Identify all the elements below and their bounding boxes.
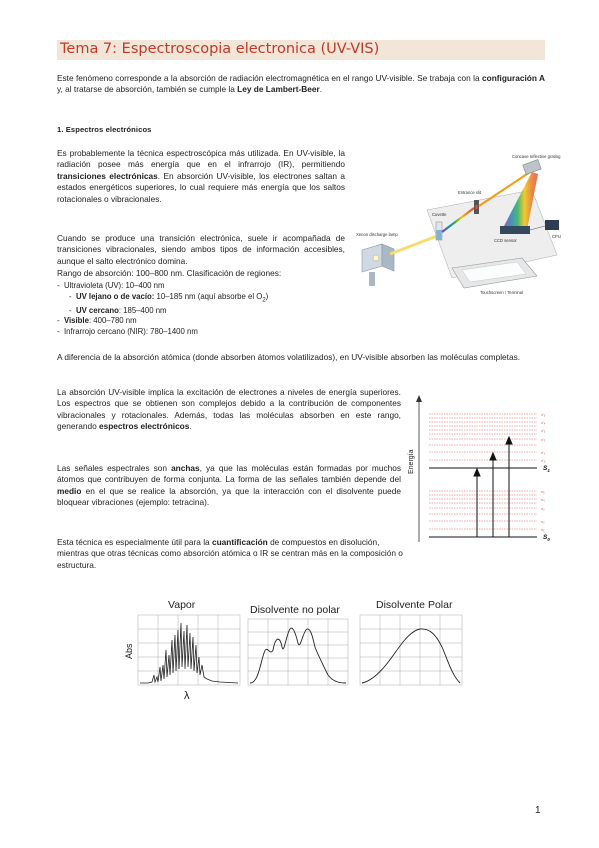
p5-bold-1: anchas	[171, 463, 200, 473]
subscript: 2	[262, 297, 266, 304]
p4-text-2: .	[189, 421, 192, 432]
list-item: - UV cercano: 185–400 nm	[69, 305, 167, 315]
label-terminal: Touchscreen / Terminal	[480, 290, 523, 295]
list-item-bold: UV lejano o de vacío:	[75, 291, 155, 301]
s0-levels	[429, 491, 537, 537]
p5-text-2: , ya que las moléculas están formadas por muchos átomos que contribuyen de forma conjunta. La forma de las señales también depende del	[57, 463, 401, 485]
list-item-bold: Visible	[63, 316, 89, 326]
spectrum-nonpolar	[250, 628, 346, 683]
label-lamp: Xenon discharge lamp	[356, 232, 398, 237]
list-item-text: Infrarrojo cercano (NIR): 780–1400 nm	[63, 326, 198, 336]
panel-frame-polar	[360, 615, 462, 685]
p6-bold: cuantificación	[211, 537, 268, 547]
label-cpu: CPU	[552, 234, 561, 239]
list-item: - UV lejano o de vacío: 10–185 nm (aquí absorbe el $O_2$)	[69, 291, 269, 304]
list-item-text: Ultravioleta (UV): 10–400 nm	[63, 281, 165, 290]
p6-text-1: Esta técnica es especialmente útil para la	[57, 537, 212, 547]
p2-text: Cuando se produce una transición electrónica, suele ir acompañada de transiciones vibracionales, siendo ambos tipos de información accesibles, aunque el salto electrónico domina.	[57, 233, 345, 266]
s1-label: $S_1$	[543, 465, 550, 473]
energy-axis-label: Energía	[408, 449, 415, 474]
label-ccd: CCD sensor	[494, 238, 517, 243]
x-axis-label: λ	[184, 690, 190, 702]
panel-title-polar: Disolvente Polar	[376, 599, 453, 611]
list-item: - Infrarrojo cercano (NIR): 780–1400 nm	[57, 326, 198, 336]
list-item-text: )	[265, 291, 269, 301]
v-label-lower: v₁	[541, 527, 545, 532]
list-item-bold: UV cercano	[75, 305, 119, 315]
paragraph-2	[57, 233, 345, 267]
page-title: Tema 7: Espectroscopia electronica (UV-VIS)	[60, 41, 380, 57]
label-mirror: Concave reflective grating	[512, 154, 561, 159]
list-item-text: : 400–780 nm	[88, 316, 137, 326]
spectrum-polar	[362, 629, 460, 683]
spectrometer-figure	[352, 150, 567, 298]
v-label-lower: v₂	[541, 519, 545, 524]
energy-axis-arrow	[416, 395, 422, 402]
p3-text: A diferencia de la absorción atómica (donde absorben átomos volatilizados), en UV-visible absorben las moléculas completas.	[57, 352, 521, 362]
list-item-text: : 185–400 nm	[118, 305, 167, 315]
panel-title-vapor: Vapor	[168, 599, 196, 611]
v-label-upper: v'₀	[541, 458, 546, 463]
spectrum-vapor	[140, 623, 238, 683]
s0-label: $S_0$	[543, 534, 550, 542]
p4-text-1: La absorción UV-visible implica la excitación de electrones a niveles de energía superiores. Los espectros que se obtienen son complejos debido a la contribución de componentes vibracionales y rotacionales. Además, todas las moléculas absorben en este rango, generando	[57, 387, 401, 432]
p1-bold: transiciones electrónicas	[57, 170, 158, 181]
label-slit: Entrance slit	[458, 190, 482, 195]
list-item: - Ultravioleta (UV): 10–400 nm	[57, 281, 165, 290]
v-label-upper: v'₅	[541, 412, 546, 417]
p6-text-2: de compuestos en disolución, mientras que otras técnicas como absorción atómica o IR se centran más en la composición o estructura.	[57, 537, 403, 570]
spectra-figure	[110, 595, 500, 707]
paragraph-6	[57, 537, 407, 571]
v-label-upper: v'₂	[541, 437, 546, 442]
v-label-upper: v'₃	[541, 428, 546, 433]
paragraph-3	[57, 352, 545, 363]
p1-text-2: . En absorción UV-visible, los electrones saltan a estados energéticos superiores, lo cual requiere más energía que los saltos rotacionales o vibracionales.	[57, 170, 345, 204]
v-label-upper: v'₁	[541, 450, 546, 455]
light-beam	[390, 236, 437, 254]
paragraph-1	[57, 148, 345, 205]
list-item-text: 10–185 nm (aquí absorbe el O	[154, 291, 263, 301]
intro-paragraph	[57, 73, 545, 96]
page-number: 1	[535, 805, 541, 816]
p1-text-1: Es probablemente la técnica espectroscópica más utilizada. En UV-visible, la radiación posee más energía que en el infrarrojo (IR), permitiendo	[57, 148, 345, 170]
s1-levels	[429, 414, 537, 468]
slit-icon	[474, 200, 479, 214]
intro-bold-1: configuración A	[482, 73, 545, 83]
v-label-upper: v'₄	[541, 420, 546, 425]
panel-frame-nonpolar	[248, 619, 348, 685]
range-text: Rango de absorción: 100–800 nm. Clasificación de regiones:	[57, 268, 282, 278]
ccd-sensor-icon	[500, 226, 530, 234]
panel-title-nonpolar: Disolvente no polar	[250, 604, 340, 616]
intro-text-3: .	[319, 84, 323, 95]
paragraph-5	[57, 463, 401, 509]
p5-bold-2: medio	[57, 485, 82, 496]
energy-level-diagram	[405, 392, 555, 552]
v-label-lower: v₄	[541, 497, 545, 502]
v-label-lower: v₅	[541, 489, 545, 494]
paragraph-4	[57, 387, 401, 433]
intro-bold-2: Ley de Lambert-Beer	[237, 84, 320, 95]
lamp-icon	[362, 244, 394, 286]
cuvette-icon	[436, 222, 442, 240]
intro-text-1: Este fenómeno corresponde a la absorción de radiación electromagnética en el rango UV-visible. Se trabaja con la	[57, 73, 483, 83]
intro-text-2: y, al tratarse de absorción, también se cumple la	[57, 84, 238, 95]
p5-text-1: Las señales espectrales son	[57, 463, 172, 473]
section-heading: 1. Espectros electrónicos	[57, 125, 152, 134]
y-axis-label: Abs	[124, 643, 134, 659]
p5-text-3: en el que se realice la absorción, ya que la interacción con el disolvente puede bloquear vibraciones (ejemplo: tetracina).	[57, 485, 401, 508]
regions-list	[57, 281, 268, 338]
label-cuvette: Cuvette	[432, 212, 447, 217]
v-label-lower: v₃	[541, 506, 545, 511]
p4-bold: espectros electrónicos	[98, 421, 190, 432]
list-item: - Visible: 400–780 nm	[57, 316, 137, 326]
